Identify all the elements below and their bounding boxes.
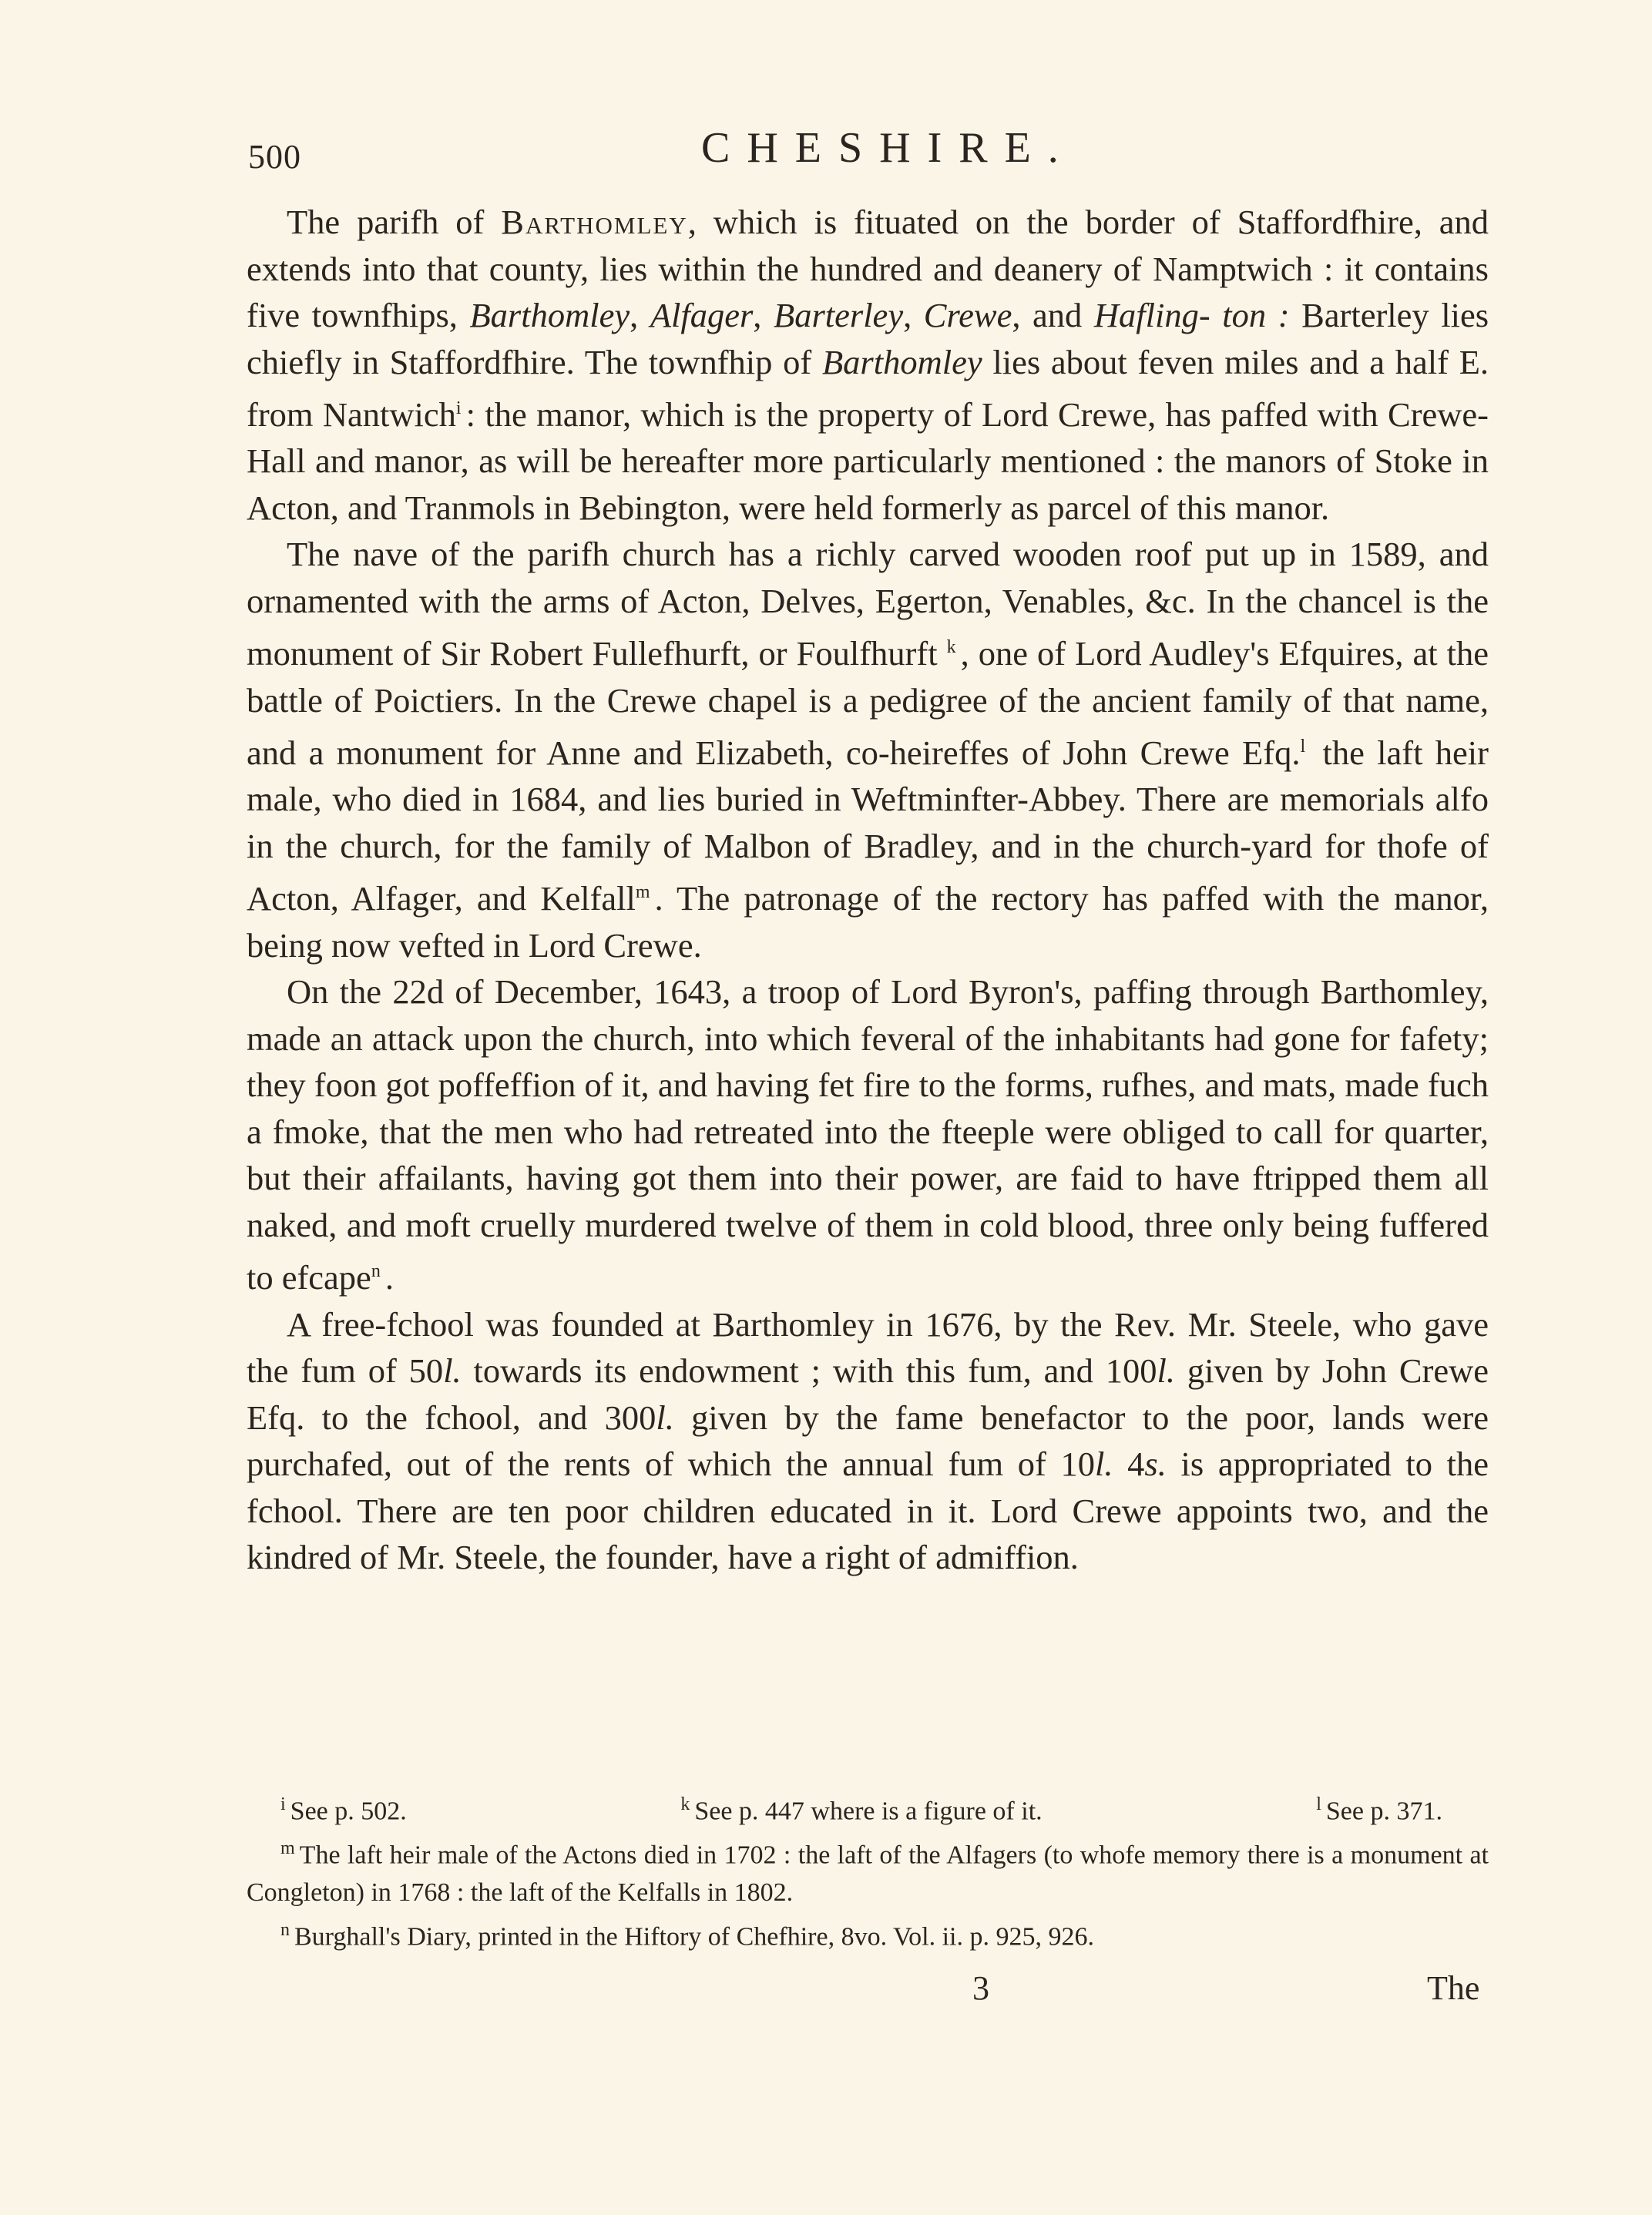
p1-township-4: Crewe (923, 296, 1012, 334)
footnote-i-text: See p. 502. (290, 1797, 407, 1826)
footnote-mark-i: i (280, 1794, 286, 1814)
p1-sep-1: , (630, 296, 650, 334)
p1-text: , which is fituated on the border of Staffordfhire, and extends into that county, lies within the hundred and deanery of Namptwich : it contains five townfhips, (247, 203, 1489, 334)
p3-text: On the 22d of December, 1643, a troop of Lord Byron's, paffing through Barthomley, made an attack upon the church, into which feveral of the inhabitants had gone for fafety; they foon got poffeffion of it, and having fet fire to the forms, rufhes, and mats, made fuch a fmoke, that the men who had retreated into the fteeple were obliged to call for quarter, but their affailants, having got them into their power, are faid to have ftripped them all naked, and moft cruelly murdered twelve of them in cold blood, three only being fuffered to efcape (247, 972, 1489, 1297)
footnote-k-text: See p. 447 where is a figure of it. (694, 1797, 1043, 1826)
footnote-ref-m[interactable]: m (635, 882, 650, 903)
p4-text-b: towards its endowment ; with this fum, and 100 (461, 1351, 1157, 1391)
p4-currency-1: l. (443, 1351, 462, 1391)
p1-township-2: Alfager (650, 296, 754, 334)
p4-currency-5: s. (1144, 1445, 1167, 1484)
footnote-ref-k[interactable]: k (946, 637, 956, 658)
p4-text-e: 4 (1113, 1445, 1145, 1484)
p4-currency-2: l. (1157, 1351, 1175, 1391)
p2-text-4: . The patronage of the rectory has paffed with the manor, being now vefted in Lord Crewe. (247, 879, 1489, 965)
p4-text-d: given by the fame benefactor to the poor, lands were purchafed, out of the rents of which the annual fum of 10 (247, 1398, 1489, 1484)
paragraph-barthomley-parish (247, 199, 1489, 531)
footnote-k (680, 1786, 1042, 1830)
p4-currency-3: l. (656, 1398, 674, 1437)
footnote-mark-l: l (1316, 1794, 1321, 1814)
p1-text-2: Barterley lies chiefly in Staffordfhire. The townfhip of (247, 296, 1489, 381)
footnote-ref-n[interactable]: n (371, 1261, 381, 1282)
p1-township-6: Barthomley (821, 342, 982, 381)
signature-mark: 3 (972, 1969, 989, 2007)
paragraph-church-attack-1643 (247, 968, 1489, 1300)
p1-township-5: Hafling- ton : (1093, 296, 1290, 334)
p1-smallcaps-name: Barthomley (501, 203, 688, 241)
footnote-mark-k: k (680, 1794, 690, 1814)
footnote-mark-n: n (280, 1919, 290, 1940)
footnote-n (247, 1911, 1489, 1955)
footnote-i (280, 1786, 407, 1830)
catchword: The (1427, 1969, 1480, 2007)
p1-township-3: Barterley (774, 296, 904, 334)
p2-text: The nave of the parifh church has a richly carved wooden roof put up in 1589, and ornamented with the arms of Acton, Delves, Egerton, Venables, &c. In the chancel is the monument of Sir Robert Fullefhurft, or Foulfhurft (247, 535, 1489, 673)
p1-sep-2: , (753, 296, 774, 334)
p2-text-3: the laft heir male, who died in 1684, and lies buried in Weftminfter-Abbey. There are memorials alfo in the church, for the family of Malbon of Bradley, and in the church-yard for thofe of Acton, Alfager, and Kelfall (247, 733, 1489, 918)
paragraph-church-nave (247, 531, 1489, 968)
p1-sep-4: , and (1012, 296, 1094, 334)
p1-sep-3: , (903, 296, 924, 334)
p1-text-4: : the manor, which is the property of Lord Crewe, has paffed with Crewe-Hall and manor, as will be hereafter more particularly mentioned : the manors of Stoke in Acton, and Tranmols in Bebington, were held formerly as parcel of this manor. (247, 394, 1489, 527)
p4-text-f: is appropriated to the fchool. There are ten poor children educated in it. Lord Crewe appoints two, and the kindred of Mr. Steele, the founder, have a right of admiffion. (247, 1445, 1489, 1577)
footnote-ref-i[interactable]: i (455, 398, 462, 418)
p4-text-c: given by John Crewe Efq. to the fchool, and 300 (247, 1351, 1489, 1437)
p4-currency-4: l. (1095, 1445, 1113, 1484)
footnote-l (1316, 1786, 1442, 1830)
p1-lead: The parifh of (287, 203, 502, 241)
page-number: 500 (248, 138, 301, 176)
paragraph-free-school (247, 1301, 1489, 1581)
p3-end: . (384, 1258, 394, 1297)
footnote-m (247, 1830, 1489, 1911)
footnotes (247, 1786, 1489, 1955)
body-text (247, 199, 1489, 1581)
running-head: CHESHIRE. (701, 124, 1076, 172)
footnote-n-text: Burghall's Diary, printed in the Hiftory of Chefhire, 8vo. Vol. ii. p. 925, 926. (294, 1921, 1094, 1951)
footnote-ref-l[interactable]: l (1300, 737, 1306, 757)
p4-text-a: A free-fchool was founded at Barthomley in 1676, by the Rev. Mr. Steele, who gave the fum of 50 (247, 1304, 1489, 1391)
footnote-l-text: See p. 371. (1325, 1797, 1442, 1826)
p2-text-2: , one of Lord Audley's Efquires, at the battle of Poictiers. In the Crewe chapel is a pedigree of the ancient family of that name, and a monument for Anne and Elizabeth, co-heireffes of John Crewe Efq. (247, 634, 1489, 772)
footnote-mark-m: m (280, 1838, 295, 1859)
footnote-row-short (247, 1786, 1489, 1830)
p1-township-1: Barthomley (469, 296, 630, 334)
p1-text-3: lies about feven miles and a half E. from Nantwich (247, 342, 1489, 434)
footnote-m-text: The laft heir male of the Actons died in 1702 : the laft of the Alfagers (to whofe memory there is a monument at Congleton) in 1768 : the laft of the Kelfalls in 1802. (247, 1841, 1489, 1907)
